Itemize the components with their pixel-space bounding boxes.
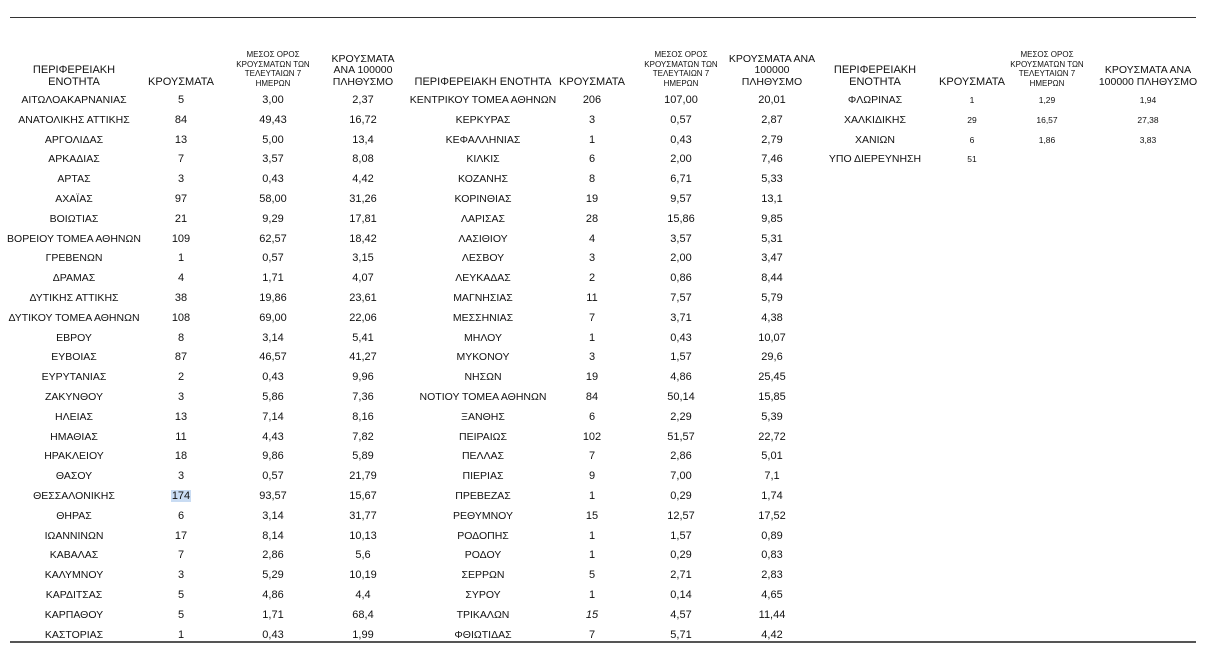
region-cell: ΛΑΣΙΘΙΟΥ	[458, 232, 508, 245]
cases-cell: 5	[177, 94, 185, 106]
region-cell: ΝΟΤΙΟΥ ΤΟΜΕΑ ΑΘΗΝΩΝ	[419, 391, 547, 403]
avg-cell: 7,57	[670, 292, 692, 304]
header-cases: ΚΡΟΥΣΜΑΤΑ	[559, 76, 625, 88]
cases-cell: 3	[177, 173, 185, 186]
cases-cell: 6	[588, 153, 596, 166]
region-cell: ΡΟΔΟΠΗΣ	[457, 529, 509, 542]
avg-cell: 5,86	[262, 391, 284, 403]
cases-cell: 11	[586, 292, 598, 304]
header-per100k: ΚΡΟΥΣΜΑΤΑ ΑΝΑ 100000 ΠΛΗΘΥΣΜΟ	[1098, 64, 1198, 88]
avg-cell: 19,86	[259, 292, 287, 304]
cases-cell: 84	[174, 113, 188, 126]
avg-cell: 1,71	[262, 608, 284, 621]
region-cell: ΑΧΑΪΑΣ	[55, 193, 93, 205]
cases-cell: 5	[177, 608, 185, 621]
per100k-cell: 5,31	[761, 232, 783, 245]
region-cell: ΤΡΙΚΑΛΩΝ	[456, 608, 510, 621]
header-region: ΠΕΡΙΦΕΡΕΙΑΚΗ ΕΝΟΤΗΤΑ	[833, 64, 917, 88]
per100k-cell: 5,89	[352, 450, 374, 463]
avg-cell: 1,57	[670, 351, 692, 364]
cases-cell: 29	[967, 114, 977, 125]
region-cell: ΜΑΓΝΗΣΙΑΣ	[453, 292, 513, 304]
region-cell: ΥΠΟ ΔΙΕΡΕΥΝΗΣΗ	[828, 153, 922, 166]
cases-cell: 1	[969, 95, 975, 105]
cases-cell: 3	[588, 252, 596, 265]
region-cell: ΚΙΛΚΙΣ	[466, 153, 500, 166]
per100k-cell: 18,42	[349, 232, 377, 245]
per100k-cell: 5,6	[355, 549, 371, 562]
region-cell: ΞΑΝΘΗΣ	[461, 410, 505, 423]
avg-cell: 3,57	[670, 232, 692, 245]
per100k-cell: 3,15	[352, 252, 374, 265]
cases-cell: 1	[177, 628, 185, 641]
avg-cell: 2,00	[670, 252, 692, 265]
avg-cell: 4,43	[262, 430, 284, 443]
per100k-cell: 25,45	[758, 371, 786, 384]
avg-cell: 8,14	[262, 529, 284, 542]
avg-cell: 0,86	[670, 272, 692, 285]
region-cell: ΚΑΡΔΙΤΣΑΣ	[45, 589, 103, 601]
avg-cell: 3,57	[262, 153, 284, 166]
per100k-cell: 16,72	[349, 113, 377, 126]
avg-cell: 49,43	[259, 113, 287, 126]
per100k-cell: 20,01	[758, 94, 786, 106]
per100k-cell: 7,46	[761, 153, 783, 166]
region-cell: ΖΑΚΥΝΘΟΥ	[44, 391, 103, 403]
avg-cell: 9,86	[262, 450, 284, 463]
cases-cell: 8	[177, 331, 185, 344]
region-cell: ΜΕΣΣΗΝΙΑΣ	[452, 311, 514, 324]
region-cell: ΗΡΑΚΛΕΙΟΥ	[44, 450, 104, 463]
region-cell: ΗΜΑΘΙΑΣ	[50, 430, 98, 443]
cases-cell: 19	[585, 193, 599, 205]
avg-cell: 5,00	[262, 133, 284, 146]
header-region: ΠΕΡΙΦΕΡΕΙΑΚΗ ΕΝΟΤΗΤΑ	[414, 76, 552, 88]
cases-cell: 3	[177, 391, 185, 403]
per100k-cell: 4,65	[761, 589, 783, 601]
avg-cell: 3,71	[670, 311, 692, 324]
header-cases: ΚΡΟΥΣΜΑΤΑ	[939, 76, 1005, 88]
region-cell: ΜΗΛΟΥ	[464, 331, 502, 344]
cases-cell: 21	[174, 212, 188, 225]
avg-cell: 0,29	[670, 549, 692, 562]
region-cell: ΑΡΤΑΣ	[57, 173, 91, 186]
header-avg: ΜΕΣΟΣ ΟΡΟΣ ΚΡΟΥΣΜΑΤΩΝ ΤΩΝ ΤΕΛΕΥΤΑΙΩΝ 7 ΗΜΕΡΩΝ	[1010, 50, 1084, 88]
per100k-cell: 4,07	[352, 272, 374, 285]
cases-cell: 51	[967, 154, 977, 165]
region-cell: ΚΕΡΚΥΡΑΣ	[455, 113, 511, 126]
per100k-cell: 4,42	[352, 173, 374, 186]
region-cell: ΧΑΛΚΙΔΙΚΗΣ	[844, 113, 906, 126]
avg-cell: 4,86	[670, 371, 692, 384]
avg-cell: 2,00	[670, 153, 692, 166]
avg-cell: 0,57	[262, 470, 284, 483]
region-cell: ΚΟΖΑΝΗΣ	[458, 173, 508, 186]
avg-cell: 1,71	[262, 272, 284, 285]
avg-cell: 0,57	[670, 113, 692, 126]
cases-cell: 1	[177, 252, 185, 265]
per100k-cell: 9,96	[352, 371, 374, 384]
cases-cell: 13	[174, 133, 188, 146]
per100k-cell: 5,01	[761, 450, 783, 463]
region-cell: ΒΟΙΩΤΙΑΣ	[49, 212, 99, 225]
avg-cell: 2,86	[670, 450, 692, 463]
avg-cell: 3,14	[262, 509, 284, 522]
region-cell: ΧΑΝΙΩΝ	[855, 133, 895, 146]
cases-cell: 6	[969, 134, 975, 145]
per100k-cell: 8,16	[352, 410, 374, 423]
avg-cell: 0,43	[670, 133, 692, 146]
avg-cell: 2,86	[262, 549, 284, 562]
header-per100k: ΚΡΟΥΣΜΑΤΑ ΑΝΑ 100000 ΠΛΗΘΥΣΜΟ	[331, 52, 395, 88]
per100k-cell: 4,38	[761, 311, 783, 324]
per100k-cell: 4,4	[355, 589, 371, 601]
per100k-cell: 8,08	[352, 153, 374, 166]
region-cell: ΑΡΓΟΛΙΔΑΣ	[44, 133, 104, 146]
avg-cell: 107,00	[664, 94, 698, 106]
cases-cell: 5	[177, 589, 185, 601]
per100k-cell: 1,99	[352, 628, 374, 641]
per100k-cell: 10,07	[758, 331, 786, 344]
cases-cell: 11	[175, 430, 187, 443]
region-cell: ΘΗΡΑΣ	[56, 509, 92, 522]
cases-cell: 6	[177, 509, 185, 522]
cases-cell: 206	[582, 94, 602, 106]
cases-cell: 17	[174, 529, 188, 542]
cases-cell: 109	[171, 232, 191, 245]
region-cell: ΚΑΛΥΜΝΟΥ	[44, 569, 104, 582]
avg-cell: 16,57	[1036, 114, 1058, 125]
header-avg: ΜΕΣΟΣ ΟΡΟΣ ΚΡΟΥΣΜΑΤΩΝ ΤΩΝ ΤΕΛΕΥΤΑΙΩΝ 7 ΗΜΕΡΩΝ	[236, 50, 310, 88]
avg-cell: 51,57	[667, 430, 695, 443]
avg-cell: 5,71	[670, 628, 692, 641]
region-cell: ΑΙΤΩΛΟΑΚΑΡΝΑΝΙΑΣ	[21, 94, 127, 106]
cases-cell: 7	[588, 628, 596, 641]
per100k-cell: 2,87	[761, 113, 783, 126]
per100k-cell: 15,85	[758, 391, 786, 403]
bottom-rule	[10, 641, 1196, 643]
avg-cell: 7,00	[670, 470, 692, 483]
avg-cell: 3,00	[262, 94, 284, 106]
region-cell: ΚΕΦΑΛΛΗΝΙΑΣ	[445, 133, 521, 146]
per100k-cell: 22,06	[349, 311, 377, 324]
region-cell: ΑΝΑΤΟΛΙΚΗΣ ΑΤΤΙΚΗΣ	[18, 113, 130, 126]
per100k-cell: 13,1	[761, 193, 783, 205]
region-cell: ΝΗΣΩΝ	[464, 371, 502, 384]
avg-cell: 93,57	[259, 490, 287, 502]
cases-cell: 84	[585, 391, 599, 403]
avg-cell: 9,29	[262, 212, 284, 225]
cases-cell: 28	[585, 212, 599, 225]
avg-cell: 0,43	[262, 371, 284, 384]
per100k-cell: 7,36	[352, 391, 374, 403]
per100k-cell: 17,52	[758, 509, 786, 522]
cases-cell: 13	[174, 410, 188, 423]
per100k-cell: 7,82	[352, 430, 374, 443]
region-cell: ΕΥΒΟΙΑΣ	[51, 351, 97, 364]
avg-cell: 0,43	[262, 173, 284, 186]
region-cell: ΦΘΙΩΤΙΔΑΣ	[454, 628, 512, 641]
per100k-cell: 5,41	[352, 331, 374, 344]
region-cell: ΛΕΥΚΑΔΑΣ	[455, 272, 511, 285]
cases-cell: 15	[585, 608, 599, 621]
per100k-cell: 17,81	[349, 212, 377, 225]
region-cell: ΚΑΒΑΛΑΣ	[49, 549, 99, 562]
cases-cell: 2	[588, 272, 596, 285]
region-cell: ΑΡΚΑΔΙΑΣ	[48, 153, 100, 166]
avg-cell: 9,57	[670, 193, 692, 205]
cases-cell: 19	[585, 371, 599, 384]
per100k-cell: 7,1	[764, 470, 780, 483]
avg-cell: 0,29	[670, 490, 692, 502]
avg-cell: 1,29	[1038, 95, 1056, 105]
per100k-cell: 8,44	[761, 272, 783, 285]
cases-cell: 174	[171, 490, 191, 502]
avg-cell: 62,57	[259, 232, 287, 245]
cases-cell: 1	[588, 490, 596, 502]
per100k-cell: 2,37	[352, 94, 374, 106]
cases-cell: 15	[585, 509, 599, 522]
avg-cell: 4,86	[262, 589, 284, 601]
header-per100k: ΚΡΟΥΣΜΑΤΑ ΑΝΑ 100000 ΠΛΗΘΥΣΜΟ	[728, 52, 816, 88]
per100k-cell: 2,79	[761, 133, 783, 146]
cases-cell: 3	[588, 113, 596, 126]
region-cell: ΡΟΔΟΥ	[464, 549, 502, 562]
per100k-cell: 0,89	[761, 529, 783, 542]
header-avg: ΜΕΣΟΣ ΟΡΟΣ ΚΡΟΥΣΜΑΤΩΝ ΤΩΝ ΤΕΛΕΥΤΑΙΩΝ 7 ΗΜΕΡΩΝ	[644, 50, 718, 88]
region-cell: ΔΡΑΜΑΣ	[52, 272, 96, 285]
cases-cell: 87	[174, 351, 188, 364]
per100k-cell: 15,67	[349, 490, 377, 502]
avg-cell: 12,57	[667, 509, 695, 522]
region-cell: ΔΥΤΙΚΗΣ ΑΤΤΙΚΗΣ	[29, 292, 119, 304]
region-cell: ΣΥΡΟΥ	[465, 589, 501, 601]
per100k-cell: 13,4	[352, 133, 374, 146]
avg-cell: 69,00	[259, 311, 287, 324]
per100k-cell: 2,83	[761, 569, 783, 582]
avg-cell: 6,71	[670, 173, 692, 186]
region-cell: ΜΥΚΟΝΟΥ	[456, 351, 510, 364]
top-rule	[10, 17, 1196, 18]
region-cell: ΘΕΣΣΑΛΟΝΙΚΗΣ	[33, 490, 115, 502]
cases-cell: 4	[177, 272, 185, 285]
avg-cell: 3,14	[262, 331, 284, 344]
region-cell: ΓΡΕΒΕΝΩΝ	[45, 252, 103, 265]
region-cell: ΠΕΙΡΑΙΩΣ	[459, 430, 507, 443]
per100k-cell: 1,74	[761, 490, 783, 502]
header-cases: ΚΡΟΥΣΜΑΤΑ	[148, 76, 214, 88]
avg-cell: 0,43	[670, 331, 692, 344]
avg-cell: 46,57	[259, 351, 287, 364]
cases-cell: 1	[588, 133, 596, 146]
region-cell: ΙΩΑΝΝΙΝΩΝ	[44, 529, 104, 542]
avg-cell: 2,29	[670, 410, 692, 423]
region-cell: ΘΑΣΟΥ	[55, 470, 93, 483]
per100k-cell: 29,6	[761, 351, 783, 364]
region-cell: ΡΕΘΥΜΝΟΥ	[452, 509, 513, 522]
per100k-cell: 0,83	[761, 549, 783, 562]
avg-cell: 1,57	[670, 529, 692, 542]
cases-cell: 1	[588, 549, 596, 562]
cases-cell: 1	[588, 529, 596, 542]
cases-cell: 3	[177, 470, 185, 483]
cases-cell: 2	[177, 371, 185, 384]
per100k-cell: 5,33	[761, 173, 783, 186]
cases-cell: 6	[588, 410, 596, 423]
cases-cell: 7	[177, 549, 185, 562]
region-cell: ΚΑΣΤΟΡΙΑΣ	[44, 628, 104, 641]
region-cell: ΣΕΡΡΩΝ	[461, 569, 505, 582]
cases-cell: 3	[588, 351, 596, 364]
per100k-cell: 4,42	[761, 628, 783, 641]
cases-cell: 7	[588, 450, 596, 463]
per100k-cell: 3,83	[1139, 134, 1157, 145]
per100k-cell: 11,44	[758, 608, 786, 621]
per100k-cell: 10,19	[349, 569, 377, 582]
region-cell: ΠΙΕΡΙΑΣ	[462, 470, 504, 483]
per100k-cell: 5,79	[761, 292, 783, 304]
cases-cell: 1	[588, 331, 596, 344]
avg-cell: 2,71	[670, 569, 692, 582]
region-cell: ΔΥΤΙΚΟΥ ΤΟΜΕΑ ΑΘΗΝΩΝ	[8, 311, 140, 324]
per100k-cell: 22,72	[758, 430, 786, 443]
region-cell: ΚΑΡΠΑΘΟΥ	[44, 608, 104, 621]
cases-cell: 4	[588, 232, 596, 245]
per100k-cell: 21,79	[349, 470, 377, 483]
header-region: ΠΕΡΙΦΕΡΕΙΑΚΗ ΕΝΟΤΗΤΑ	[32, 64, 116, 88]
region-cell: ΛΑΡΙΣΑΣ	[461, 212, 505, 225]
per100k-cell: 3,47	[761, 252, 783, 265]
per100k-cell: 9,85	[761, 212, 783, 225]
per100k-cell: 68,4	[352, 608, 374, 621]
region-cell: ΦΛΩΡΙΝΑΣ	[847, 94, 903, 106]
avg-cell: 1,86	[1038, 134, 1056, 145]
region-cell: ΗΛΕΙΑΣ	[54, 410, 93, 423]
cases-cell: 108	[171, 311, 191, 324]
cases-cell: 97	[174, 193, 188, 205]
per100k-cell: 27,38	[1137, 114, 1159, 125]
cases-cell: 38	[174, 292, 188, 304]
cases-cell: 8	[588, 173, 596, 186]
cases-cell: 102	[582, 430, 602, 443]
per100k-cell: 10,13	[349, 529, 377, 542]
cases-cell: 7	[177, 153, 185, 166]
avg-cell: 7,14	[262, 410, 284, 423]
cases-cell: 5	[588, 569, 596, 582]
per100k-cell: 1,94	[1139, 95, 1157, 105]
region-cell: ΕΥΡΥΤΑΝΙΑΣ	[41, 371, 107, 384]
avg-cell: 50,14	[667, 391, 695, 403]
cases-cell: 1	[588, 589, 596, 601]
cases-cell: 18	[174, 450, 188, 463]
per100k-cell: 23,61	[349, 292, 377, 304]
avg-cell: 5,29	[262, 569, 284, 582]
avg-cell: 0,43	[262, 628, 284, 641]
region-cell: ΒΟΡΕΙΟΥ ΤΟΜΕΑ ΑΘΗΝΩΝ	[7, 232, 141, 245]
avg-cell: 0,14	[670, 589, 692, 601]
avg-cell: 58,00	[259, 193, 287, 205]
region-cell: ΚΕΝΤΡΙΚΟΥ ΤΟΜΕΑ ΑΘΗΝΩΝ	[409, 94, 557, 106]
region-cell: ΛΕΣΒΟΥ	[461, 252, 505, 265]
region-cell: ΚΟΡΙΝΘΙΑΣ	[454, 193, 512, 205]
cases-cell: 7	[588, 311, 596, 324]
per100k-cell: 31,77	[349, 509, 377, 522]
cases-cell: 3	[177, 569, 185, 582]
region-cell: ΠΡΕΒΕΖΑΣ	[455, 490, 511, 502]
per100k-cell: 5,39	[761, 410, 783, 423]
cases-cell: 9	[588, 470, 596, 483]
avg-cell: 0,57	[262, 252, 284, 265]
region-cell: ΠΕΛΛΑΣ	[461, 450, 505, 463]
avg-cell: 4,57	[670, 608, 692, 621]
avg-cell: 15,86	[667, 212, 695, 225]
per100k-cell: 31,26	[349, 193, 377, 205]
region-cell: ΕΒΡΟΥ	[56, 331, 92, 344]
per100k-cell: 41,27	[349, 351, 377, 364]
